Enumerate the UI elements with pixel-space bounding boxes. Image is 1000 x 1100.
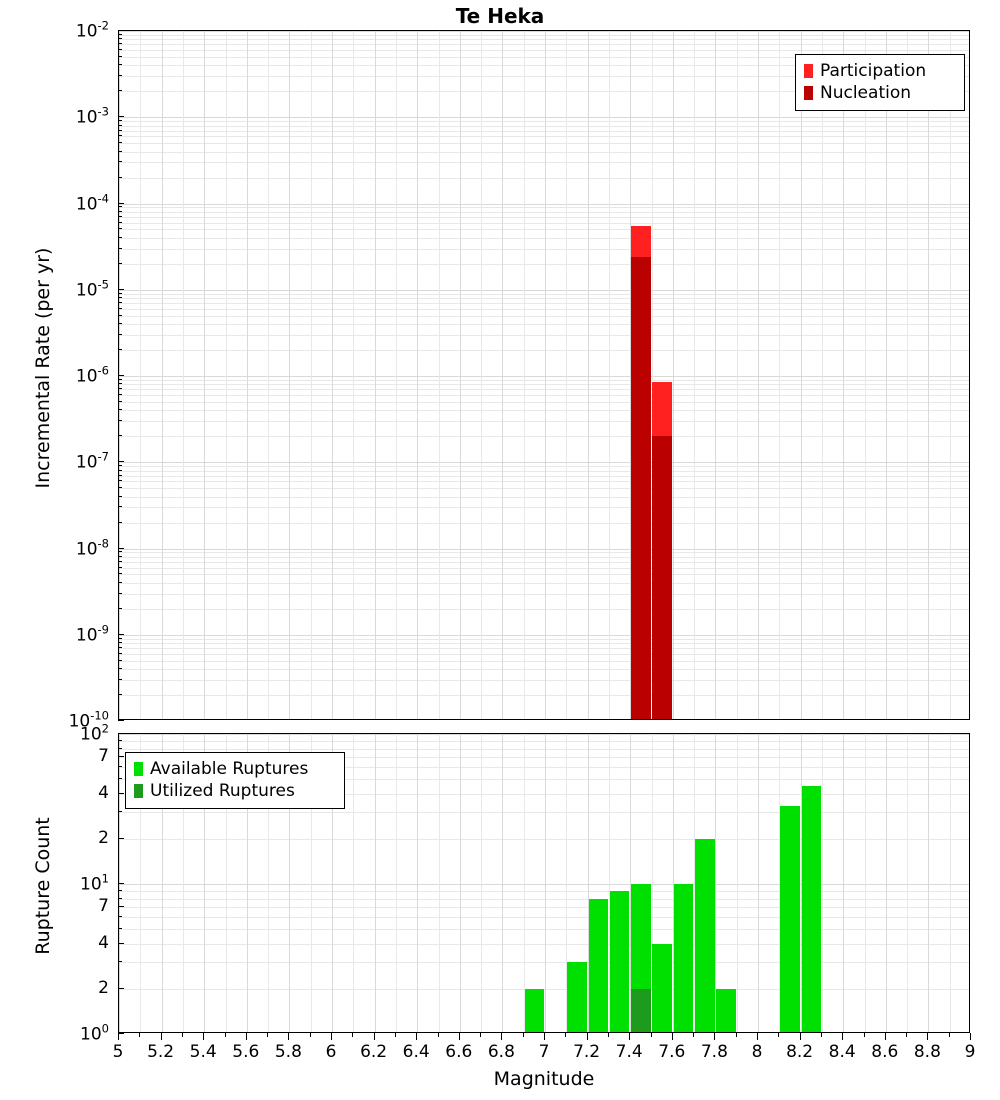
x-tick-major — [800, 1033, 801, 1040]
y-tick — [118, 323, 122, 324]
y-tick — [118, 38, 122, 39]
y-tick — [118, 435, 122, 436]
gridline-vertical — [353, 31, 354, 719]
x-tick-label: 7.2 — [573, 1042, 601, 1062]
y-tick-label: 7 — [98, 896, 109, 917]
y-tick — [118, 561, 122, 562]
x-tick-major — [970, 1033, 971, 1040]
x-tick-label: 6.8 — [487, 1042, 515, 1062]
y-tick-label: $10^{-8}$ — [75, 536, 109, 559]
y-tick — [118, 487, 122, 488]
legend-rupture-count — [125, 752, 345, 809]
x-tick-major — [672, 1033, 673, 1040]
y-tick-label: 2 — [98, 977, 109, 998]
y-tick — [118, 216, 122, 217]
y-tick — [118, 222, 122, 223]
legend-label: Available Ruptures — [150, 759, 309, 779]
y-tick — [118, 161, 122, 162]
y-tick — [118, 748, 122, 749]
gridline-vertical — [673, 31, 674, 719]
gridline-vertical — [609, 31, 610, 719]
x-tick-minor — [267, 1033, 268, 1037]
y-tick — [118, 642, 122, 643]
x-tick-minor — [693, 1033, 694, 1037]
y-tick — [118, 679, 122, 680]
chart-incremental-rate — [118, 30, 970, 720]
x-tick-major — [246, 1033, 247, 1040]
x-tick-minor — [736, 1033, 737, 1037]
y-tick — [118, 211, 122, 212]
gridline-vertical — [396, 31, 397, 719]
gridline-vertical — [758, 734, 759, 1032]
y-tick — [118, 653, 122, 654]
y-tick — [118, 766, 122, 767]
y-tick-label: $10^1$ — [80, 871, 109, 895]
y-tick — [118, 34, 122, 35]
y-tick — [118, 56, 122, 57]
y-axis-title-incremental-rate: Incremental Rate (per yr) — [32, 247, 54, 489]
legend-swatch-icon — [804, 86, 813, 100]
bar — [716, 989, 736, 1033]
x-tick-minor — [821, 1033, 822, 1037]
y-tick — [118, 315, 122, 316]
y-tick — [118, 228, 122, 229]
legend-label: Utilized Ruptures — [150, 781, 295, 801]
y-tick — [118, 740, 122, 741]
y-tick — [118, 480, 122, 481]
y-tick — [118, 890, 122, 891]
y-tick — [118, 551, 122, 552]
gridline-vertical — [162, 31, 163, 719]
y-tick — [118, 349, 122, 350]
y-tick — [118, 898, 122, 899]
x-tick-major — [544, 1033, 545, 1040]
gridline-vertical — [779, 31, 780, 719]
y-tick — [118, 593, 122, 594]
gridline-vertical — [375, 31, 376, 719]
gridline-vertical — [226, 31, 227, 719]
gridline-vertical — [481, 31, 482, 719]
gridline-vertical — [268, 31, 269, 719]
bar — [652, 436, 672, 720]
gridline-vertical — [843, 31, 844, 719]
gridline-vertical — [545, 31, 546, 719]
y-tick — [118, 668, 122, 669]
x-tick-minor — [565, 1033, 566, 1037]
gridline-vertical — [822, 734, 823, 1032]
y-tick-label: 4 — [98, 782, 109, 803]
x-tick-major — [416, 1033, 417, 1040]
bar — [567, 962, 587, 1033]
gridline-vertical — [460, 31, 461, 719]
y-tick-major — [118, 720, 124, 721]
gridline-vertical — [460, 734, 461, 1032]
y-tick-major — [118, 838, 124, 839]
x-tick-minor — [906, 1033, 907, 1037]
x-tick-label: 7 — [538, 1042, 550, 1062]
y-tick-label: $10^{-4}$ — [75, 191, 109, 214]
x-tick-label: 8.8 — [913, 1042, 941, 1062]
y-tick-label: $10^{-7}$ — [75, 449, 109, 473]
y-axis-title-rupture-count: Rupture Count — [32, 817, 54, 955]
y-tick — [118, 475, 122, 476]
gridline-vertical — [439, 734, 440, 1032]
y-tick — [118, 582, 122, 583]
y-tick — [118, 125, 122, 126]
x-tick-major — [374, 1033, 375, 1040]
y-tick-label: $10^2$ — [80, 721, 109, 745]
y-tick — [118, 465, 122, 466]
bar — [674, 884, 694, 1033]
y-tick — [118, 778, 122, 779]
y-tick — [118, 394, 122, 395]
gridline-vertical — [481, 734, 482, 1032]
bar — [610, 891, 630, 1033]
y-tick — [118, 401, 122, 402]
y-tick-major — [118, 116, 124, 117]
x-tick-major — [757, 1033, 758, 1040]
x-tick-label: 7.4 — [615, 1042, 643, 1062]
y-tick — [118, 608, 122, 609]
gridline-vertical — [737, 734, 738, 1032]
y-tick — [118, 573, 122, 574]
x-tick-minor — [352, 1033, 353, 1037]
x-tick-minor — [608, 1033, 609, 1037]
y-tick — [118, 135, 122, 136]
gridline-vertical — [332, 31, 333, 719]
y-tick — [118, 334, 122, 335]
y-tick — [118, 177, 122, 178]
y-tick — [118, 64, 122, 65]
y-tick-major — [118, 289, 124, 290]
x-tick-major — [501, 1033, 502, 1040]
bar — [780, 806, 800, 1033]
gridline-vertical — [566, 31, 567, 719]
x-tick-major — [629, 1033, 630, 1040]
bar — [631, 257, 651, 720]
y-tick — [118, 694, 122, 695]
y-tick — [118, 293, 122, 294]
y-tick-label: $10^{-2}$ — [75, 18, 109, 42]
y-tick-major — [118, 883, 124, 884]
y-tick — [118, 43, 122, 44]
x-axis-title-magnitude: Magnitude — [493, 1068, 595, 1090]
y-tick — [118, 263, 122, 264]
y-tick-label: 4 — [98, 932, 109, 953]
gridline-vertical — [417, 31, 418, 719]
x-tick-label: 8 — [751, 1042, 763, 1062]
legend-swatch-icon — [804, 64, 813, 78]
y-tick-label: $10^{-6}$ — [75, 363, 109, 387]
x-tick-minor — [949, 1033, 950, 1037]
x-tick-label: 8.2 — [786, 1042, 814, 1062]
gridline-vertical — [886, 734, 887, 1032]
gridline-vertical — [822, 31, 823, 719]
bar — [695, 839, 715, 1033]
gridline-vertical — [843, 734, 844, 1032]
x-tick-label: 6.2 — [360, 1042, 388, 1062]
legend-rupture-count-item[interactable] — [134, 780, 336, 802]
y-tick-major — [118, 793, 124, 794]
legend-incremental-rate-item[interactable] — [804, 60, 956, 82]
y-tick — [118, 49, 122, 50]
y-tick — [118, 496, 122, 497]
x-tick-minor — [864, 1033, 865, 1037]
x-tick-major — [714, 1033, 715, 1040]
y-tick — [118, 142, 122, 143]
gridline-vertical — [865, 734, 866, 1032]
gridline-vertical — [140, 31, 141, 719]
x-tick-label: 5 — [112, 1042, 124, 1062]
x-tick-label: 7.6 — [658, 1042, 686, 1062]
gridline-vertical — [737, 31, 738, 719]
y-tick — [118, 567, 122, 568]
x-tick-label: 8.6 — [871, 1042, 899, 1062]
x-tick-major — [842, 1033, 843, 1040]
y-tick — [118, 302, 122, 303]
y-tick — [118, 90, 122, 91]
x-tick-major — [118, 1033, 119, 1040]
gridline-vertical — [928, 31, 929, 719]
gridline-vertical — [758, 31, 759, 719]
y-tick — [118, 506, 122, 507]
legend-swatch-icon — [134, 762, 143, 776]
bar — [631, 989, 651, 1033]
y-tick — [118, 383, 122, 384]
x-tick-major — [459, 1033, 460, 1040]
gridline-vertical — [950, 734, 951, 1032]
y-tick — [118, 409, 122, 410]
page-title: Te Heka — [455, 4, 545, 28]
x-tick-minor — [310, 1033, 311, 1037]
y-tick — [118, 379, 122, 380]
x-tick-major — [331, 1033, 332, 1040]
y-tick — [118, 297, 122, 298]
y-tick-major — [118, 548, 124, 549]
y-tick — [118, 638, 122, 639]
gridline-vertical — [204, 31, 205, 719]
y-tick-major — [118, 733, 124, 734]
y-tick — [118, 308, 122, 309]
x-tick-major — [161, 1033, 162, 1040]
y-tick — [118, 522, 122, 523]
y-tick — [118, 388, 122, 389]
x-tick-label: 5.6 — [232, 1042, 260, 1062]
x-tick-major — [288, 1033, 289, 1040]
y-tick-major — [118, 30, 124, 31]
x-tick-label: 8.4 — [828, 1042, 856, 1062]
x-tick-label: 7.8 — [700, 1042, 728, 1062]
legend-label: Participation — [820, 61, 927, 81]
x-tick-minor — [778, 1033, 779, 1037]
gridline-vertical — [715, 734, 716, 1032]
y-tick — [118, 660, 122, 661]
x-tick-label: 9 — [964, 1042, 976, 1062]
gridline-vertical — [801, 31, 802, 719]
bar — [802, 786, 822, 1033]
x-tick-major — [927, 1033, 928, 1040]
legend-incremental-rate-item[interactable] — [804, 82, 956, 104]
legend-swatch-icon — [134, 784, 143, 798]
gridline-vertical — [353, 734, 354, 1032]
gridline-vertical — [545, 734, 546, 1032]
plot-area-incremental-rate — [119, 31, 969, 719]
x-tick-major — [587, 1033, 588, 1040]
gridline-vertical — [950, 31, 951, 719]
x-tick-minor — [651, 1033, 652, 1037]
y-tick — [118, 248, 122, 249]
x-tick-label: 5.4 — [189, 1042, 217, 1062]
x-tick-label: 6.6 — [445, 1042, 473, 1062]
y-tick — [118, 130, 122, 131]
gridline-vertical — [396, 734, 397, 1032]
gridline-vertical — [886, 31, 887, 719]
y-tick — [118, 470, 122, 471]
x-tick-major — [885, 1033, 886, 1040]
x-tick-minor — [182, 1033, 183, 1037]
x-tick-label: 5.2 — [147, 1042, 175, 1062]
y-tick-major — [118, 203, 124, 204]
bar — [525, 989, 545, 1033]
x-tick-minor — [225, 1033, 226, 1037]
gridline-vertical — [907, 31, 908, 719]
y-tick — [118, 75, 122, 76]
y-tick-major — [118, 375, 124, 376]
gridline-vertical — [907, 734, 908, 1032]
gridline-vertical — [524, 31, 525, 719]
y-tick-major — [118, 943, 124, 944]
bar — [652, 944, 672, 1033]
x-tick-minor — [438, 1033, 439, 1037]
y-tick — [118, 928, 122, 929]
gridline-vertical — [694, 31, 695, 719]
gridline-vertical — [247, 31, 248, 719]
y-tick-major — [118, 634, 124, 635]
gridline-vertical — [289, 31, 290, 719]
bar — [589, 899, 609, 1033]
y-tick — [118, 120, 122, 121]
y-tick-label: $10^{-9}$ — [75, 622, 109, 646]
y-tick — [118, 556, 122, 557]
x-tick-minor — [480, 1033, 481, 1037]
gridline-vertical — [183, 31, 184, 719]
gridline-vertical — [588, 31, 589, 719]
legend-incremental-rate — [795, 54, 965, 111]
gridline-vertical — [417, 734, 418, 1032]
gridline-vertical — [439, 31, 440, 719]
y-tick-label: $10^{-3}$ — [75, 104, 109, 128]
y-tick-label: 2 — [98, 827, 109, 848]
y-tick — [118, 916, 122, 917]
legend-label: Nucleation — [820, 83, 912, 103]
gridline-vertical — [865, 31, 866, 719]
y-tick — [118, 420, 122, 421]
x-tick-major — [203, 1033, 204, 1040]
y-tick-label: $10^0$ — [80, 1021, 109, 1045]
y-tick-major — [118, 756, 124, 757]
x-tick-label: 5.8 — [274, 1042, 302, 1062]
x-tick-label: 6.4 — [402, 1042, 430, 1062]
y-tick — [118, 206, 122, 207]
y-tick — [118, 961, 122, 962]
y-tick-major — [118, 906, 124, 907]
y-tick-major — [118, 988, 124, 989]
gridline-vertical — [375, 734, 376, 1032]
legend-rupture-count-item[interactable] — [134, 758, 336, 780]
y-tick-label: $10^{-10}$ — [68, 708, 109, 732]
x-tick-label: 6 — [325, 1042, 337, 1062]
gridline-vertical — [502, 31, 503, 719]
y-tick — [118, 237, 122, 238]
x-tick-minor — [523, 1033, 524, 1037]
x-tick-minor — [139, 1033, 140, 1037]
gridline-vertical — [928, 734, 929, 1032]
x-tick-minor — [395, 1033, 396, 1037]
y-tick — [118, 647, 122, 648]
gridline-vertical — [524, 734, 525, 1032]
gridline-vertical — [311, 31, 312, 719]
y-tick-label: $10^{-5}$ — [75, 277, 109, 301]
y-tick — [118, 811, 122, 812]
gridline-vertical — [715, 31, 716, 719]
gridline-vertical — [502, 734, 503, 1032]
y-tick-label: 7 — [98, 746, 109, 767]
y-tick-major — [118, 461, 124, 462]
y-tick — [118, 151, 122, 152]
